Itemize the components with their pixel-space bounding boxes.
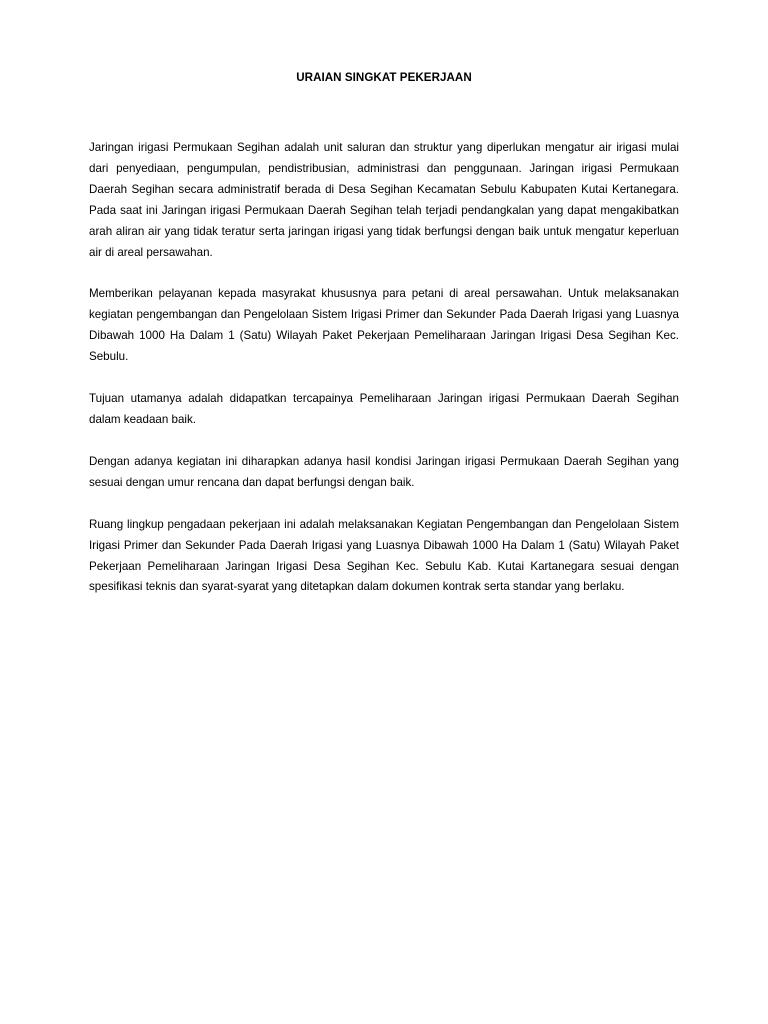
- paragraph-objective: Tujuan utamanya adalah didapatkan tercapainya Pemeliharaan Jaringan irigasi Permukaan Daerah Segihan dalam keadaan baik.: [89, 392, 679, 426]
- document-title: URAIAN SINGKAT PEKERJAAN: [296, 71, 472, 84]
- paragraph-intro: Jaringan irigasi Permukaan Segihan adalah unit saluran dan struktur yang diperlukan mengatur air irigasi mulai dari penyediaan, pengumpulan, pendistribusian, administrasi dan penggunaan. Jaringan irigasi Permukaan Daerah Segihan secara administratif berada di Desa Segihan Kecamatan Sebulu Kabupaten Kutai Kertanegara. Pada saat ini Jaringan irigasi Permukaan Daerah Segihan telah terjadi pendangkalan yang dapat mengakibatkan arah aliran air yang tidak teratur serta jaringan irigasi yang tidak berfungsi dengan baik untuk mengatur keperluan air di areal persawahan.: [89, 141, 679, 259]
- document-body: [89, 138, 679, 619]
- paragraph-scope: Ruang lingkup pengadaan pekerjaan ini adalah melaksanakan Kegiatan Pengembangan dan Pengelolaan Sistem Irigasi Primer dan Sekunder Pada Daerah Irigasi yang Luasnya Dibawah 1000 Ha Dalam 1 (Satu) Wilayah Paket Pekerjaan Pemeliharaan Jaringan Irigasi Desa Segihan Kec. Sebulu Kab. Kutai Kartanegara sesuai dengan spesifikasi teknis dan syarat-syarat yang ditetapkan dalam dokumen kontrak serta standar yang berlaku.: [89, 517, 679, 594]
- paragraph-service: Memberikan pelayanan kepada masyrakat khususnya para petani di areal persawahan. Untuk melaksanakan kegiatan pengembangan dan Pengelolaan Sistem Irigasi Primer dan Sekunder Pada Daerah Irigasi yang Luasnya Dibawah 1000 Ha Dalam 1 (Satu) Wilayah Paket Pekerjaan Pemeliharaan Jaringan Irigasi Desa Segihan Kec. Sebulu.: [89, 287, 679, 364]
- paragraph-expectation: Dengan adanya kegiatan ini diharapkan adanya hasil kondisi Jaringan irigasi Permukaan Daerah Segihan yang sesuai dengan umur rencana dan dapat berfungsi dengan baik.: [89, 454, 679, 489]
